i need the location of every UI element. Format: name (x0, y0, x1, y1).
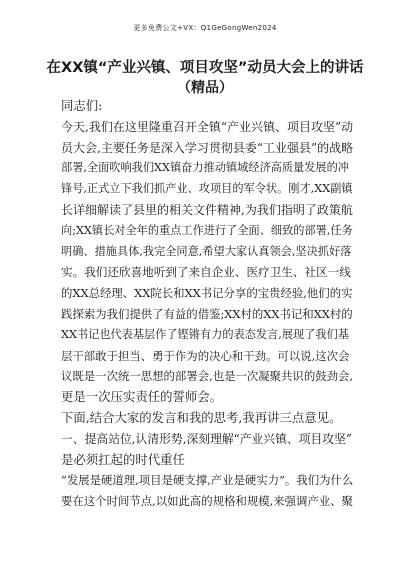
text-line: 实。我们还欣喜地听到了来自企业、医疗卫生、社区一线 (61, 265, 351, 280)
text-line: 要在这个时间节点,以如此高的规格和规模,来强调产业、聚 (61, 494, 354, 509)
text-line: XX书记也代表基层作了铿锵有力的表态发言,展现了我们基 (61, 327, 349, 341)
text-line: 锋号,正式立下我们抓产业、攻项目的军令状。刚才,XX副镇 (61, 182, 353, 196)
text-line: “发展是硬道理,项目是硬支撑,产业是硬实力”。我们为什么 (61, 473, 354, 488)
header-note: 更多免费公文+VX：Q1GeGongWen2024 (133, 24, 277, 32)
text-line: 长详细解读了县里的相关文件精神,为我们指明了政策航 (61, 202, 353, 217)
text-line: 部署,全面吹响我们XX镇奋力推动镇域经济高质量发展的冲 (61, 161, 349, 175)
document-subtitle: （精品） (177, 80, 233, 96)
text-line: 向;XX镇长对全年的重点工作进行了全面、细致的部署,任务 (61, 223, 353, 237)
document-title: 在XX镇“产业兴镇、项目攻坚”动员大会上的讲话 (46, 60, 364, 76)
text-line: 践探索为我们提供了有益的借鉴;XX村的XX书记和XX村的 (61, 306, 353, 321)
text-line: 的XX总经理、XX院长和XX书记分享的宝贵经验,他们的实 (61, 286, 353, 301)
text-line: 员大会,主要任务是深入学习贯彻县委“工业强县”的战略 (61, 140, 354, 155)
text-line: 明确、措施具体,我完全同意,希望大家认真领会,坚决抓好落 (61, 244, 352, 258)
text-line: 今天,我们在这里隆重召开全镇“产业兴镇、项目攻坚”动 (61, 119, 354, 134)
text-line: 层干部敢于担当、勇于作为的决心和干劲。可以说,这次会 (61, 348, 350, 363)
text-line: 下面,结合大家的发言和我的思考,我再讲三点意见。 (61, 409, 342, 425)
section-heading-line: 一、提高站位,认清形势,深刻理解“产业兴镇、项目攻坚” (61, 431, 352, 446)
text-line-salutation: 同志们: (61, 98, 103, 113)
section-heading-line: 是必须扛起的时代重任 (61, 451, 185, 467)
text-line: 议既是一次统一思想的部署会,也是一次凝聚共识的鼓劲会, (61, 369, 354, 384)
body-text (61, 96, 353, 512)
text-line: 更是一次压实责任的誓师会。 (61, 389, 223, 405)
